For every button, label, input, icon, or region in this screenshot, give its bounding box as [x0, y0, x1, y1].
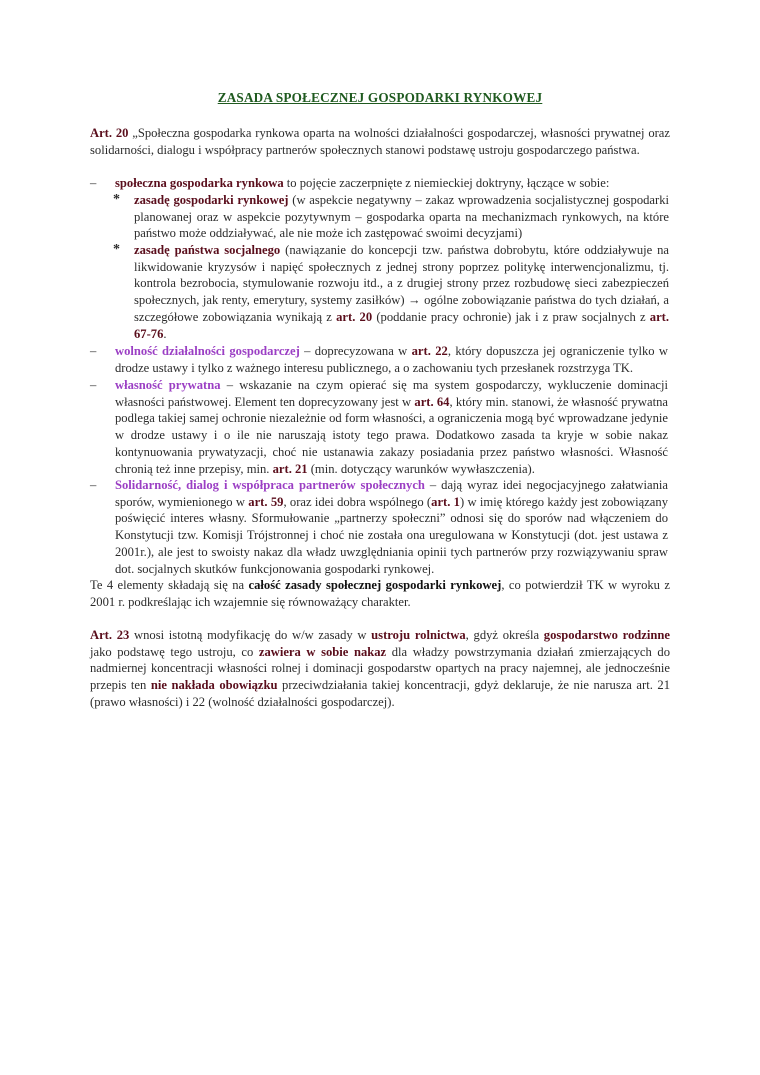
- art20-text: „Społeczna gospodarka rynkowa oparta na wolności działalności gospodarczej, własności prywatnej oraz solidarności, dialogu i współpracy partnerów społecznych stanowi podstawę ustroju gospodarczego państwa.: [90, 126, 670, 157]
- item-text: , który dopuszcza jej ograniczenie tylko w drodze ustawy i tylko z ważnego interesu publicznego, a o zachowaniu tych przesłanek rozstrzyga TK.: [115, 344, 668, 375]
- sub-item-text: [134, 192, 669, 242]
- emphasis: gospodarstwo rodzinne: [543, 628, 670, 642]
- term: własność prywatna: [115, 378, 221, 392]
- summary-paragraph: [90, 577, 670, 610]
- item-text: .: [163, 326, 167, 341]
- item-text: , oraz idei dobra wspólnego (: [283, 494, 432, 509]
- article-ref: art. 20: [336, 309, 373, 324]
- art23-paragraph: [90, 627, 670, 711]
- item-text: – dają wyraz idei negocjacyjnego załatwiania sporów, wymienionego w: [115, 478, 668, 509]
- article-ref: art. 1: [431, 494, 460, 509]
- emphasis: nie nakłada obowiązku: [150, 678, 278, 693]
- star-bullet: *: [113, 242, 120, 257]
- list-item-text: [115, 477, 668, 577]
- art23-text: dla władzy powstrzymania działań zmierzających do nadmiernej koncentracji własności rolnej i dominacji gospodarstw opartych na pracy najemnej, ale jednocześnie przepis ten: [90, 644, 670, 693]
- summary-text: , co potwierdził TK w wyroku z 2001 r. podkreślając ich wzajemnie się równoważący charakter.: [90, 578, 670, 609]
- article-ref: art. 21: [272, 461, 308, 476]
- art23-text: jako podstawę tego ustroju, co: [90, 644, 259, 659]
- page-title: ZASADA SPOŁECZNEJ GOSPODARKI RYNKOWEJ: [217, 90, 543, 105]
- term: społeczna gospodarka rynkowa: [115, 176, 284, 190]
- item-text: (poddanie pracy ochronie) jak i z praw socjalnych z: [372, 309, 650, 324]
- sub-item-text: [134, 242, 669, 342]
- term: Solidarność, dialog i współpraca partnerów społecznych: [115, 478, 425, 492]
- item-text: ) w imię którego każdy jest zobowiązany poświęcić interes własny. Sformułowanie „partnerzy społeczni” odnosi się do sporów nad włączeniem do Konstytucji tzw. Komisji Trójstronnej i choć nie została ona uregulowana w Konstytucji (dot. jest ustawa z 2001r.), ale jest to swoisty nakaz dla władz uwzględniania opinii tych partnerów przy rozwiązywaniu spraw dot. socjalnych skutków funkcjonowania gospodarki rynkowej.: [115, 494, 668, 576]
- item-text: to pojęcie zaczerpnięte z niemieckiej doktryny, łączące w sobie:: [283, 176, 610, 190]
- art23-label: Art. 23: [90, 628, 130, 642]
- summary-text: Te 4 elementy składają się na: [90, 578, 249, 592]
- item-text: (nawiązanie do koncepcji tzw. państwa dobrobytu, które oddziaływuje na likwidowanie kryzysów i napięć społecznych z jednej strony poprzez politykę interwencjonalizmu, tj. kontrola bezrobocia, stymulowanie rozwoju itd., a z drugiej strony przez rozbudowę sieci zabezpieczeń społecznych, jak renty, emerytury, systemy zasiłków) → ogólne zobowiązanie państwa do tych działań, a szczegółowe zobowiązania wynikają z: [134, 243, 669, 324]
- term: zasadę państwa socjalnego: [134, 243, 281, 257]
- item-text: – wskazanie na czym opierać się ma system gospodarczy, wykluczenie dominacji własności państwowej. Element ten doprecyzowany jest w: [115, 378, 668, 409]
- star-bullet: *: [113, 192, 120, 207]
- list-item-text: [115, 175, 668, 192]
- art20-label: Art. 20: [90, 126, 129, 140]
- emphasis: ustroju rolnictwa: [371, 628, 466, 642]
- emphasis: zawiera w sobie nakaz: [258, 644, 387, 659]
- art23-text: wnosi istotną modyfikację do w/w zasady w: [129, 628, 372, 642]
- item-text: , który min. stanowi, że własność prywatna podlega takiej samej ochronie niezależnie od form własności, a ograniczenia mogą być wprowadzane jedynie w drodze ustawy i o ile nie naruszają istoty tego prawa. Dodatkowo zasada ta kryje w sobie nakaz kontynuowania prywatyzacji, choć nie ustanawia zakazy posiadania przez państwo własności. Własność chronią też inne przepisy, min.: [115, 394, 668, 476]
- dash-bullet: –: [90, 344, 97, 358]
- article-ref: art. 67-76: [134, 309, 669, 341]
- list-item-text: [115, 343, 668, 376]
- summary-bold: całość zasady społecznej gospodarki rynkowej: [248, 578, 502, 592]
- item-text: (min. dotyczący warunków wywłaszczenia).: [307, 461, 535, 476]
- art20-paragraph: [90, 125, 670, 158]
- dash-bullet: –: [90, 378, 97, 392]
- article-ref: art. 22: [411, 344, 448, 358]
- art23-text: , gdyż określa: [465, 628, 544, 642]
- item-text: (w aspekcie negatywny – zakaz wprowadzenia socjalistycznej gospodarki planowanej oraz w aspekcie pozytywnym – gospodarka oparta na mechanizmach rynkowych, na które państwo może oddziaływać, ale nie może ich zastępować swoimi decyzjami): [134, 193, 670, 241]
- term: wolność działalności gospodarczej: [115, 344, 300, 358]
- list-item-text: [115, 377, 668, 477]
- article-ref: art. 59: [248, 494, 284, 509]
- term: zasadę gospodarki rynkowej: [134, 193, 289, 207]
- item-text: – doprecyzowana w: [299, 344, 412, 358]
- dash-bullet: –: [90, 176, 97, 190]
- art23-text: przeciwdziałania takiej koncentracji, gdyż deklaruje, że nie narusza art. 21 (prawo własności) i 22 (wolność działalności gospodarczej).: [90, 678, 670, 709]
- dash-bullet: –: [90, 478, 97, 492]
- article-ref: art. 64: [414, 394, 450, 409]
